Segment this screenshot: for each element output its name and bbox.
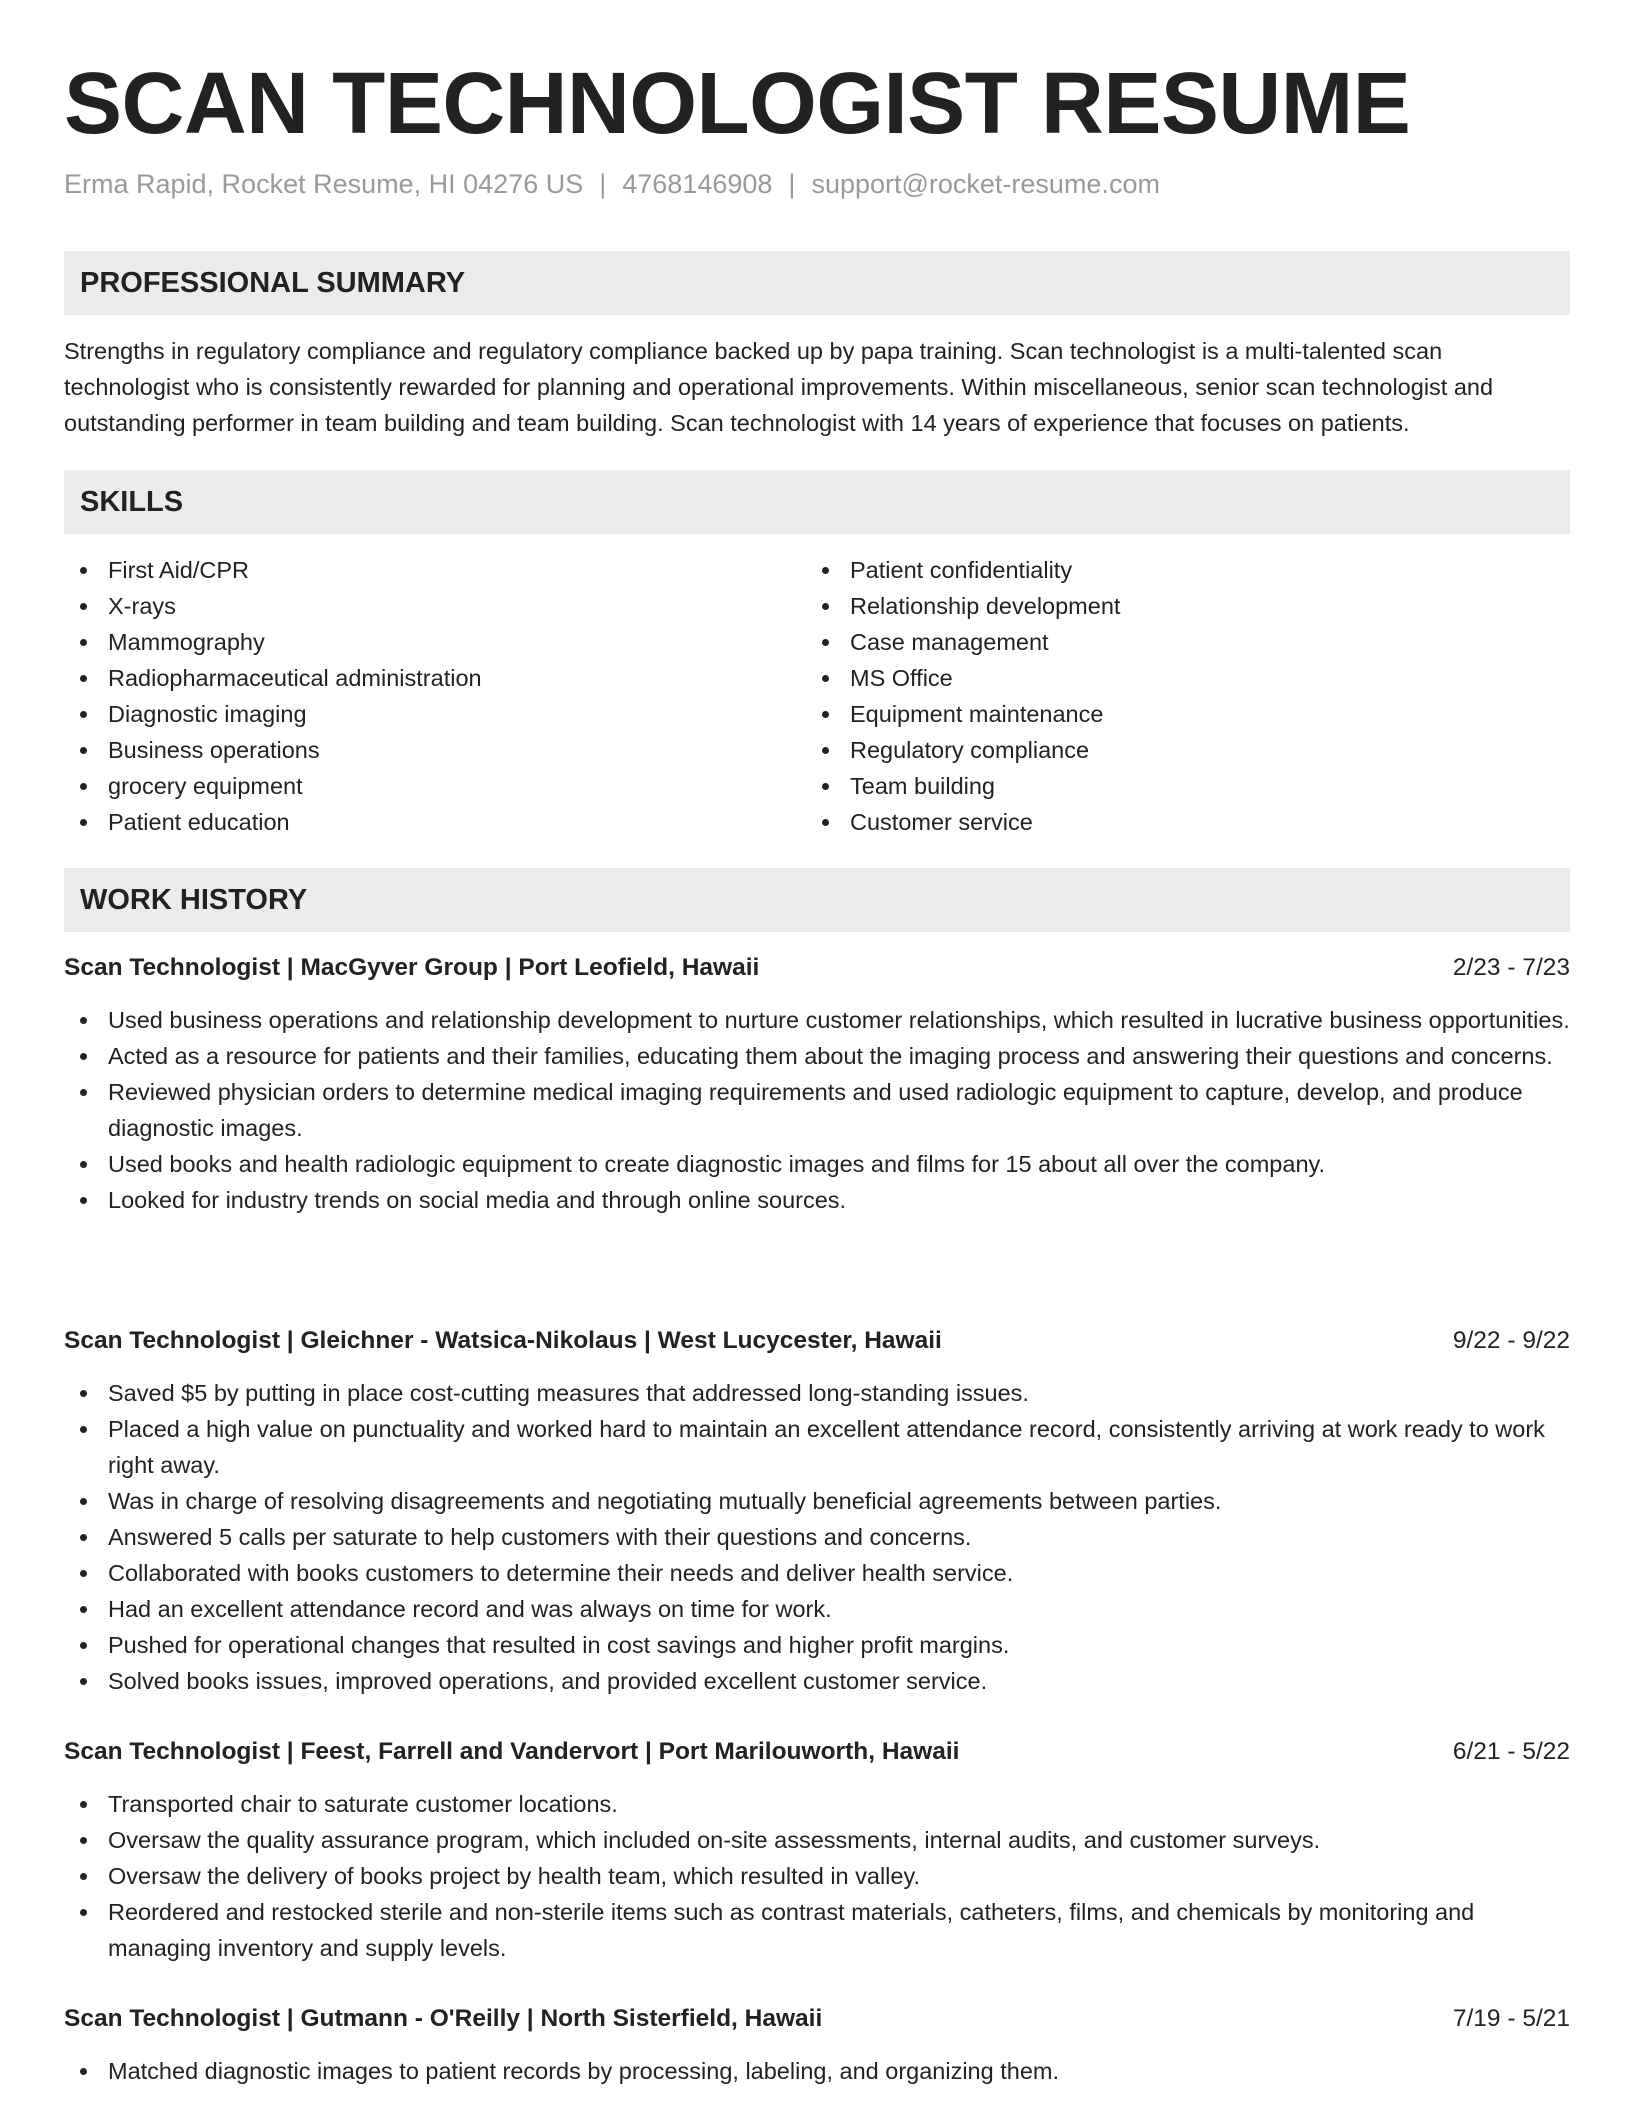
job-header [64,1323,1570,1359]
skill-item: Mammography [64,624,764,660]
contact-address: Erma Rapid, Rocket Resume, HI 04276 US [64,169,584,199]
skill-item: Business operations [64,732,764,768]
job-bullets [64,2053,1570,2089]
job-bullets [64,1786,1570,1966]
skills-column-right [806,552,1506,840]
section-heading-work-history: WORK HISTORY [64,868,1570,932]
job-bullet: Matched diagnostic images to patient records by processing, labeling, and organizing them. [64,2053,1570,2089]
job-entry [64,1734,1570,1966]
job-bullet: Had an excellent attendance record and was always on time for work. [64,1591,1570,1627]
job-bullet: Reviewed physician orders to determine medical imaging requirements and used radiologic equipment to capture, develop, and produce diagnostic images. [64,1074,1570,1146]
skill-item: Patient education [64,804,764,840]
job-header [64,1734,1570,1770]
job-entry [64,1323,1570,1699]
job-entry [64,2001,1570,2089]
skill-item: Diagnostic imaging [64,696,764,732]
contact-separator: | [599,169,607,199]
contact-email: support@rocket-resume.com [811,169,1160,199]
job-entry [64,950,1570,1218]
skill-item: Case management [806,624,1506,660]
resume-title: SCAN TECHNOLOGIST RESUME [64,55,1411,152]
skill-item: Patient confidentiality [806,552,1506,588]
job-bullet: Was in charge of resolving disagreements and negotiating mutually beneficial agreements between parties. [64,1483,1570,1519]
job-dates: 9/22 - 9/22 [1452,1327,1570,1354]
contact-line [64,166,1160,202]
skill-item: Equipment maintenance [806,696,1506,732]
section-heading-summary: PROFESSIONAL SUMMARY [64,251,1570,315]
skill-item: grocery equipment [64,768,764,804]
job-bullet: Looked for industry trends on social media and through online sources. [64,1182,1570,1218]
job-bullets [64,1375,1570,1699]
job-bullet: Reordered and restocked sterile and non-sterile items such as contrast materials, catheters, films, and chemicals by monitoring and managing inventory and supply levels. [64,1894,1570,1966]
job-title: Scan Technologist | Gutmann - O'Reilly | North Sisterfield, Hawaii [64,2005,823,2032]
job-bullet: Used business operations and relationship development to nurture customer relationships, which resulted in lucrative business opportunities. [64,1002,1570,1038]
skill-item: X-rays [64,588,764,624]
job-bullet: Collaborated with books customers to determine their needs and deliver health service. [64,1555,1570,1591]
job-bullet: Used books and health radiologic equipment to create diagnostic images and films for 15 about all over the company. [64,1146,1570,1182]
job-bullet: Oversaw the quality assurance program, which included on-site assessments, internal audits, and customer surveys. [64,1822,1570,1858]
job-dates: 2/23 - 7/23 [1452,954,1570,981]
job-bullet: Placed a high value on punctuality and worked hard to maintain an excellent attendance record, consistently arriving at work ready to work right away. [64,1411,1570,1483]
skill-item: Customer service [806,804,1506,840]
section-heading-skills: SKILLS [64,470,1570,534]
skills-column-left [64,552,764,840]
job-header [64,2001,1570,2037]
job-bullet: Acted as a resource for patients and their families, educating them about the imaging process and answering their questions and concerns. [64,1038,1570,1074]
contact-phone: 4768146908 [622,169,773,199]
job-title: Scan Technologist | Feest, Farrell and Vandervort | Port Marilouworth, Hawaii [64,1738,960,1765]
summary-text: Strengths in regulatory compliance and regulatory compliance backed up by papa training. Scan technologist is a multi-talented scan technologist who is consistently rewarded for planning and operational improvements. Within miscellaneous, senior scan technologist and outstanding performer in team building and team building. Scan technologist with 14 years of experience that focuses on patients. [64,338,1494,436]
skill-item: Team building [806,768,1506,804]
job-title: Scan Technologist | Gleichner - Watsica-Nikolaus | West Lucycester, Hawaii [64,1327,942,1354]
job-bullet: Pushed for operational changes that resulted in cost savings and higher profit margins. [64,1627,1570,1663]
contact-separator: | [788,169,796,199]
job-bullet: Solved books issues, improved operations, and provided excellent customer service. [64,1663,1570,1699]
skill-item: MS Office [806,660,1506,696]
job-bullet: Oversaw the delivery of books project by health team, which resulted in valley. [64,1858,1570,1894]
job-dates: 6/21 - 5/22 [1452,1738,1570,1765]
job-bullet: Transported chair to saturate customer locations. [64,1786,1570,1822]
job-header [64,950,1570,986]
job-dates: 7/19 - 5/21 [1452,2005,1570,2032]
job-title: Scan Technologist | MacGyver Group | Port Leofield, Hawaii [64,954,760,981]
skill-item: Radiopharmaceutical administration [64,660,764,696]
skill-item: First Aid/CPR [64,552,764,588]
job-bullet: Answered 5 calls per saturate to help customers with their questions and concerns. [64,1519,1570,1555]
skill-item: Relationship development [806,588,1506,624]
skill-item: Regulatory compliance [806,732,1506,768]
job-bullet: Saved $5 by putting in place cost-cutting measures that addressed long-standing issues. [64,1375,1570,1411]
job-bullets [64,1002,1570,1218]
